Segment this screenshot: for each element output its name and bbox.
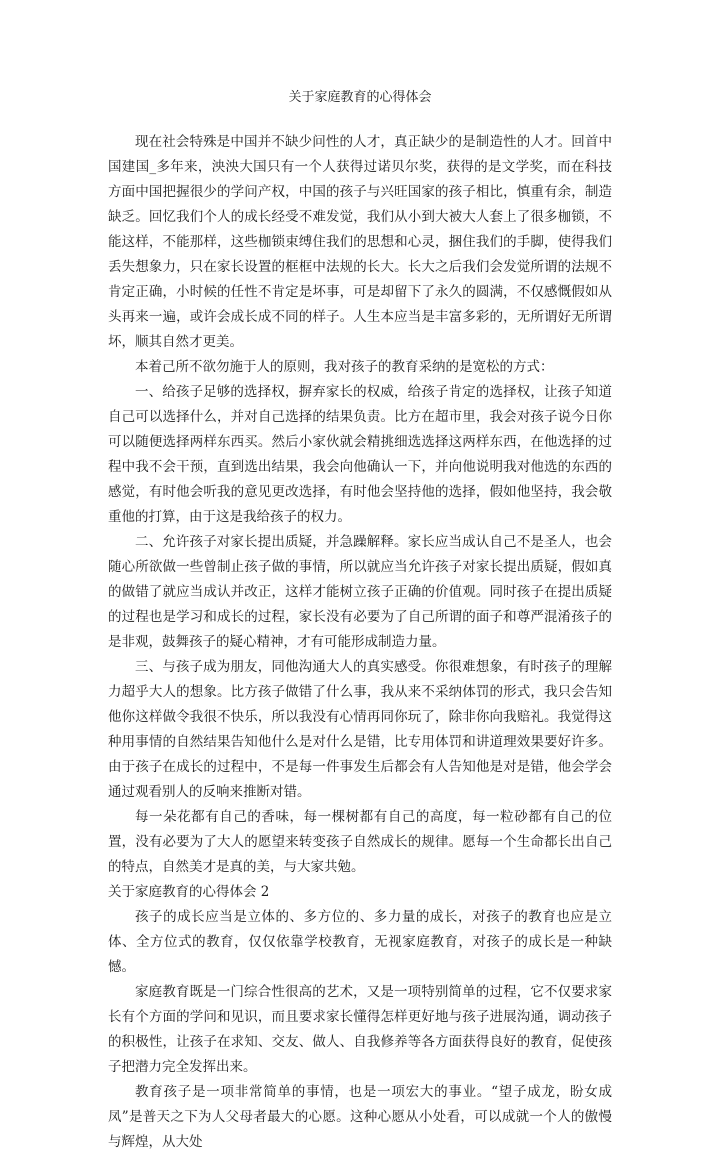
paragraph: 孩子的成长应当是立体的、多方位的、多力量的成长，对孩子的教育也应是立体、全方位式的教育，仅仅依靠学校教育，无视家庭教育，对孩子的成长是一种缺憾。 — [108, 909, 612, 975]
paragraph: 本着己所不欲勿施于人的原则，我对孩子的教育采纳的是宽松的方式： — [135, 359, 554, 375]
document-body — [108, 86, 612, 1155]
paragraph: 三、与孩子成为朋友，同他沟通大人的真实感受。你很难想象，有时孩子的理解力超乎大人的想象。比方孩子做错了什么事，我从来不采纳体罚的形式，我只会告知他你这样做令我很不快乐，所以我没有心情再同你玩了，除非你向我赔礼。我觉得这种用事情的自然结果告知他什么是对什么是错，比专用体罚和讲道理效果要好许多。由于孩子在成长的过程中，不是每一件事发生后都会有人告知他是对是错，他会学会通过观看别人的反响来推断对错。 — [108, 659, 612, 800]
paragraph: 现在社会特殊是中国并不缺少问性的人才，真正缺少的是制造性的人才。回首中国建国_多年来，泱泱大国只有一个人获得过诺贝尔奖，获得的是文学奖，而在科技方面中国把握很少的学问产权，中国的孩子与兴旺国家的孩子相比，慎重有余，制造缺乏。回忆我们个人的成长经受不难发觉，我们从小到大被大人套上了很多枷锁，不能这样，不能那样，这些枷锁束缚住我们的思想和心灵，捆住我们的手脚，使得我们丢失想象力，只在家长设置的框框中法规的长大。长大之后我们会发觉所谓的法规不肯定正确，小时候的任性不肯定是坏事，可是却留下了永久的圆满，不仅感慨假如从头再来一遍，或许会成长成不同的样子。人生本应当是丰富多彩的，无所谓好无所谓坏，顺其自然才更美。 — [108, 134, 612, 350]
paragraph: 一、给孩子足够的选择权，摒弃家长的权威，给孩子肯定的选择权，让孩子知道自己可以选择什么，并对自己选择的结果负责。比方在超市里，我会对孩子说今日你可以随便选择两样东西买。然后小家伙就会精挑细选选择这两样东西，在他选择的过程中我不会干预，直到选出结果，我会向他确认一下，并向他说明我对他选的东西的感觉，有时他会听我的意见更改选择，有时他会坚持他的选择，假如他坚持，我会敬重他的打算，由于这是我给孩子的权力。 — [108, 384, 612, 525]
paragraph: 家庭教育既是一门综合性很高的艺术，又是一项特别简单的过程，它不仅要求家长有个方面的学问和见识，而且要求家长懂得怎样更好地与孩子进展沟通，调动孩子的积极性，让孩子在求知、交友、做人、自我修养等各方面获得良好的教育，促使孩子把潜力完全发挥出来。 — [108, 984, 612, 1075]
document-title: 关于家庭教育的心得体会 — [288, 90, 432, 105]
section-heading: 关于家庭教育的心得体会 2 — [108, 884, 270, 900]
paragraph: 每一朵花都有自己的香味，每一棵树都有自己的高度，每一粒砂都有自己的位置，没有必要为了大人的愿望来转变孩子自然成长的规律。愿每一个生命都长出自己的特点，自然美才是真的美，与大家共勉。 — [108, 809, 612, 875]
paragraph: 二、允许孩子对家长提出质疑，并急躁解释。家长应当成认自己不是圣人，也会随心所欲做一些曾制止孩子做的事情，所以就应当允许孩子对家长提出质疑，假如真的做错了就应当成认并改正，这样才能树立孩子正确的价值观。同时孩子在提出质疑的过程也是学习和成长的过程，家长没有必要为了自己所谓的面子和尊严混淆孩子的是非观，鼓舞孩子的疑心精神，才有可能形成制造力量。 — [108, 534, 612, 650]
paragraph: 教育孩子是一项非常简单的事情，也是一项宏大的事业。“望子成龙，盼女成凤”是普天之下为人父母者最大的心愿。这种心愿从小处看，可以成就一个人的傲慢与辉煌，从大处 — [108, 1084, 612, 1150]
